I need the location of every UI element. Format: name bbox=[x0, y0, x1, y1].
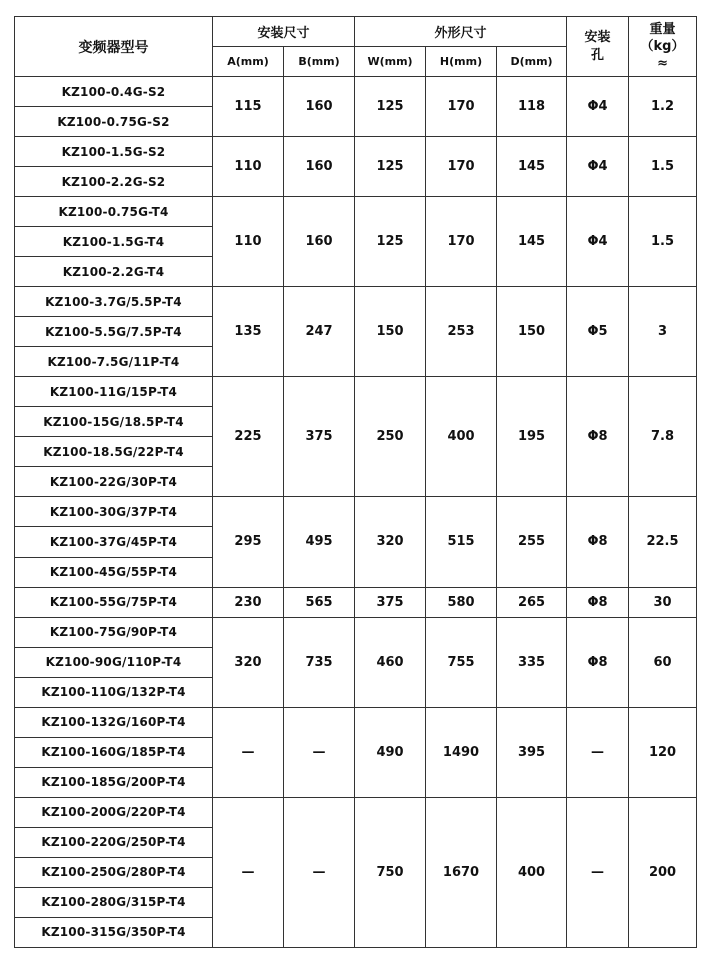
mount-hole-cell: Φ4 bbox=[567, 137, 629, 197]
mount-hole-cell: Φ8 bbox=[567, 587, 629, 617]
mount-a-cell: 320 bbox=[213, 617, 284, 707]
model-cell: KZ100-11G/15P-T4 bbox=[15, 377, 213, 407]
mount-hole-cell: — bbox=[567, 707, 629, 797]
mount-b-cell: 247 bbox=[284, 287, 355, 377]
model-cell: KZ100-220G/250P-T4 bbox=[15, 827, 213, 857]
weight-cell: 60 bbox=[629, 617, 697, 707]
mount-hole-cell: Φ8 bbox=[567, 377, 629, 497]
outline-h-cell: 170 bbox=[426, 137, 497, 197]
model-cell: KZ100-315G/350P-T4 bbox=[15, 917, 213, 947]
outline-w-cell: 375 bbox=[355, 587, 426, 617]
outline-h-cell: 515 bbox=[426, 497, 497, 587]
model-cell: KZ100-185G/200P-T4 bbox=[15, 767, 213, 797]
mount-hole-cell: Φ5 bbox=[567, 287, 629, 377]
mount-b-cell: — bbox=[284, 707, 355, 797]
outline-d-cell: 145 bbox=[497, 197, 567, 287]
weight-header-line1: 重量 bbox=[649, 22, 676, 37]
col-a-header: A(mm) bbox=[213, 47, 284, 77]
outline-w-cell: 250 bbox=[355, 377, 426, 497]
outline-d-cell: 150 bbox=[497, 287, 567, 377]
model-cell: KZ100-45G/55P-T4 bbox=[15, 557, 213, 587]
outline-size-header: 外形尺寸 bbox=[355, 17, 567, 47]
weight-cell: 200 bbox=[629, 797, 697, 947]
model-cell: KZ100-1.5G-T4 bbox=[15, 227, 213, 257]
mount-size-header: 安装尺寸 bbox=[213, 17, 355, 47]
outline-w-cell: 125 bbox=[355, 197, 426, 287]
col-d-header: D(mm) bbox=[497, 47, 567, 77]
model-cell: KZ100-0.75G-S2 bbox=[15, 107, 213, 137]
model-cell: KZ100-90G/110P-T4 bbox=[15, 647, 213, 677]
mount-b-cell: — bbox=[284, 797, 355, 947]
outline-w-cell: 125 bbox=[355, 77, 426, 137]
outline-h-cell: 580 bbox=[426, 587, 497, 617]
mount-a-cell: 115 bbox=[213, 77, 284, 137]
model-cell: KZ100-7.5G/11P-T4 bbox=[15, 347, 213, 377]
weight-cell: 1.5 bbox=[629, 137, 697, 197]
mount-b-cell: 735 bbox=[284, 617, 355, 707]
mount-b-cell: 565 bbox=[284, 587, 355, 617]
mount-a-cell: 225 bbox=[213, 377, 284, 497]
model-cell: KZ100-18.5G/22P-T4 bbox=[15, 437, 213, 467]
outline-d-cell: 195 bbox=[497, 377, 567, 497]
col-h-header: H(mm) bbox=[426, 47, 497, 77]
model-cell: KZ100-75G/90P-T4 bbox=[15, 617, 213, 647]
outline-w-cell: 460 bbox=[355, 617, 426, 707]
table-row bbox=[15, 707, 697, 737]
model-cell: KZ100-160G/185P-T4 bbox=[15, 737, 213, 767]
outline-h-cell: 1670 bbox=[426, 797, 497, 947]
outline-d-cell: 400 bbox=[497, 797, 567, 947]
weight-header-line2: （kg） bbox=[640, 39, 685, 54]
mount-a-cell: 295 bbox=[213, 497, 284, 587]
model-cell: KZ100-200G/220P-T4 bbox=[15, 797, 213, 827]
outline-h-cell: 170 bbox=[426, 77, 497, 137]
table-row bbox=[15, 617, 697, 647]
model-cell: KZ100-2.2G-T4 bbox=[15, 257, 213, 287]
table-row bbox=[15, 497, 697, 527]
mount-hole-cell: Φ4 bbox=[567, 77, 629, 137]
inverter-dimension-table bbox=[14, 16, 697, 948]
model-cell: KZ100-110G/132P-T4 bbox=[15, 677, 213, 707]
outline-d-cell: 265 bbox=[497, 587, 567, 617]
model-cell: KZ100-3.7G/5.5P-T4 bbox=[15, 287, 213, 317]
mount-hole-cell: — bbox=[567, 797, 629, 947]
mount-b-cell: 495 bbox=[284, 497, 355, 587]
outline-h-cell: 400 bbox=[426, 377, 497, 497]
mount-b-cell: 160 bbox=[284, 77, 355, 137]
outline-d-cell: 118 bbox=[497, 77, 567, 137]
table-row bbox=[15, 197, 697, 227]
weight-cell: 1.2 bbox=[629, 77, 697, 137]
table-row bbox=[15, 287, 697, 317]
outline-w-cell: 490 bbox=[355, 707, 426, 797]
model-cell: KZ100-280G/315P-T4 bbox=[15, 887, 213, 917]
mount-a-cell: 110 bbox=[213, 197, 284, 287]
mount-hole-cell: Φ4 bbox=[567, 197, 629, 287]
mount-b-cell: 375 bbox=[284, 377, 355, 497]
table-row bbox=[15, 797, 697, 827]
weight-cell: 22.5 bbox=[629, 497, 697, 587]
outline-w-cell: 750 bbox=[355, 797, 426, 947]
mount-hole-header bbox=[567, 17, 629, 77]
mount-hole-cell: Φ8 bbox=[567, 617, 629, 707]
mount-a-cell: 135 bbox=[213, 287, 284, 377]
mount-a-cell: 110 bbox=[213, 137, 284, 197]
model-column-header: 变频器型号 bbox=[15, 17, 213, 77]
weight-cell: 3 bbox=[629, 287, 697, 377]
table-row bbox=[15, 587, 697, 617]
col-w-header: W(mm) bbox=[355, 47, 426, 77]
outline-h-cell: 755 bbox=[426, 617, 497, 707]
mount-a-cell: — bbox=[213, 797, 284, 947]
model-cell: KZ100-2.2G-S2 bbox=[15, 167, 213, 197]
model-cell: KZ100-15G/18.5P-T4 bbox=[15, 407, 213, 437]
outline-d-cell: 395 bbox=[497, 707, 567, 797]
mount-hole-cell: Φ8 bbox=[567, 497, 629, 587]
outline-d-cell: 335 bbox=[497, 617, 567, 707]
model-cell: KZ100-5.5G/7.5P-T4 bbox=[15, 317, 213, 347]
model-cell: KZ100-30G/37P-T4 bbox=[15, 497, 213, 527]
model-cell: KZ100-1.5G-S2 bbox=[15, 137, 213, 167]
outline-w-cell: 320 bbox=[355, 497, 426, 587]
table-row bbox=[15, 377, 697, 407]
outline-w-cell: 150 bbox=[355, 287, 426, 377]
mount-hole-header-text: 安装孔 bbox=[584, 29, 611, 63]
model-cell: KZ100-22G/30P-T4 bbox=[15, 467, 213, 497]
outline-h-cell: 253 bbox=[426, 287, 497, 377]
weight-cell: 30 bbox=[629, 587, 697, 617]
mount-a-cell: — bbox=[213, 707, 284, 797]
outline-h-cell: 1490 bbox=[426, 707, 497, 797]
table-row bbox=[15, 77, 697, 107]
outline-d-cell: 255 bbox=[497, 497, 567, 587]
outline-d-cell: 145 bbox=[497, 137, 567, 197]
weight-cell: 1.5 bbox=[629, 197, 697, 287]
outline-h-cell: 170 bbox=[426, 197, 497, 287]
weight-header bbox=[629, 17, 697, 77]
model-cell: KZ100-55G/75P-T4 bbox=[15, 587, 213, 617]
weight-header-line3: ≈ bbox=[657, 56, 668, 71]
mount-b-cell: 160 bbox=[284, 197, 355, 287]
model-cell: KZ100-132G/160P-T4 bbox=[15, 707, 213, 737]
table-body bbox=[15, 77, 697, 948]
outline-w-cell: 125 bbox=[355, 137, 426, 197]
table-row bbox=[15, 137, 697, 167]
model-cell: KZ100-0.4G-S2 bbox=[15, 77, 213, 107]
model-cell: KZ100-37G/45P-T4 bbox=[15, 527, 213, 557]
weight-cell: 7.8 bbox=[629, 377, 697, 497]
weight-cell: 120 bbox=[629, 707, 697, 797]
col-b-header: B(mm) bbox=[284, 47, 355, 77]
mount-b-cell: 160 bbox=[284, 137, 355, 197]
model-cell: KZ100-250G/280P-T4 bbox=[15, 857, 213, 887]
model-cell: KZ100-0.75G-T4 bbox=[15, 197, 213, 227]
mount-a-cell: 230 bbox=[213, 587, 284, 617]
